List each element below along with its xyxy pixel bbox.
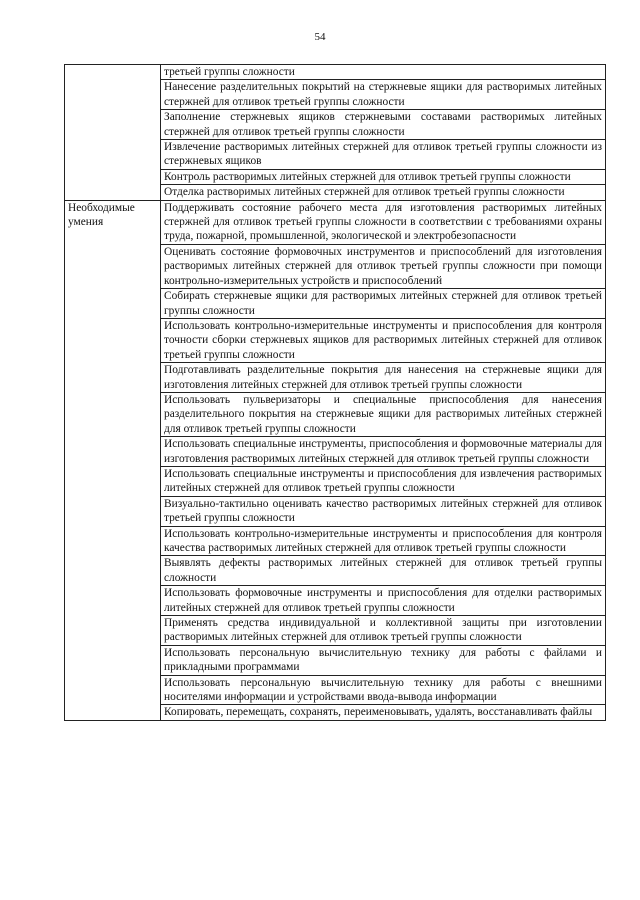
skill-cell: Использовать специальные инструменты, приспособления и формовочные материалы для изготовления растворимых литейных стержней для отливок третьей группы сложности — [161, 437, 606, 467]
empty-label-cell — [65, 65, 161, 201]
skill-cell: Использовать контрольно-измерительные инструменты и приспособления для контроля качества растворимых литейных стержней для отливок третьей группы сложности — [161, 526, 606, 556]
skill-cell: Выявлять дефекты растворимых литейных стержней для отливок третьей группы сложности — [161, 556, 606, 586]
skill-cell: Использовать пульверизаторы и специальные приспособления для нанесения разделительного покрытия на стержневые ящики для растворимых литейных стержней для отливок третьей группы сложности — [161, 392, 606, 436]
page-number: 54 — [314, 31, 326, 43]
skill-cell: Поддерживать состояние рабочего места для изготовления растворимых литейных стержней для отливок третьей группы сложности в соответствии с требованиями охраны труда, пожарной, промышленной, экологической и электробезопасности — [161, 200, 606, 244]
table-row — [65, 65, 606, 80]
skill-cell: Собирать стержневые ящики для растворимых литейных стержней для отливок третьей группы сложности — [161, 289, 606, 319]
skill-cell: Использовать формовочные инструменты и приспособления для отделки растворимых литейных стержней для отливок третьей группы сложности — [161, 586, 606, 616]
skill-cell: Использовать контрольно-измерительные инструменты и приспособления для контроля точности сборки стержневых ящиков для растворимых литейных стержней для отливок третьей группы сложности — [161, 318, 606, 362]
skill-cell: Применять средства индивидуальной и коллективной защиты при изготовлении растворимых литейных стержней для отливок третьей группы сложности — [161, 616, 606, 646]
labor-action-cell: Нанесение разделительных покрытий на стержневые ящики для растворимых литейных стержней для отливок третьей группы сложности — [161, 80, 606, 110]
job-function-table — [64, 64, 606, 721]
skill-cell: Использовать персональную вычислительную технику для работы с внешними носителями информации и устройствами ввода-вывода информации — [161, 675, 606, 705]
table-row — [65, 200, 606, 244]
skill-cell: Визуально-тактильно оценивать качество растворимых литейных стержней для отливок третьей группы сложности — [161, 496, 606, 526]
labor-action-cell: Заполнение стержневых ящиков стержневыми составами растворимых литейных стержней для отливок третьей группы сложности — [161, 110, 606, 140]
labor-action-cell: третьей группы сложности — [161, 65, 606, 80]
skill-cell: Подготавливать разделительные покрытия для нанесения на стержневые ящики для изготовления литейных стержней для отливок третьей группы сложности — [161, 363, 606, 393]
labor-action-cell: Отделка растворимых литейных стержней для отливок третьей группы сложности — [161, 185, 606, 200]
skills-label: Необходимые умения — [65, 200, 161, 720]
labor-action-cell: Контроль растворимых литейных стержней для отливок третьей группы сложности — [161, 169, 606, 184]
skill-cell: Использовать персональную вычислительную технику для работы с файлами и прикладными программами — [161, 645, 606, 675]
skill-cell: Копировать, перемещать, сохранять, переименовывать, удалять, восстанавливать файлы — [161, 705, 606, 720]
labor-action-cell: Извлечение растворимых литейных стержней для отливок третьей группы сложности из стержневых ящиков — [161, 140, 606, 170]
skill-cell: Оценивать состояние формовочных инструментов и приспособлений для изготовления растворимых литейных стержней для отливок третьей группы сложности при помощи контрольно-измерительных устройств и приспособлений — [161, 244, 606, 288]
skill-cell: Использовать специальные инструменты и приспособления для извлечения растворимых литейных стержней для отливок третьей группы сложности — [161, 466, 606, 496]
